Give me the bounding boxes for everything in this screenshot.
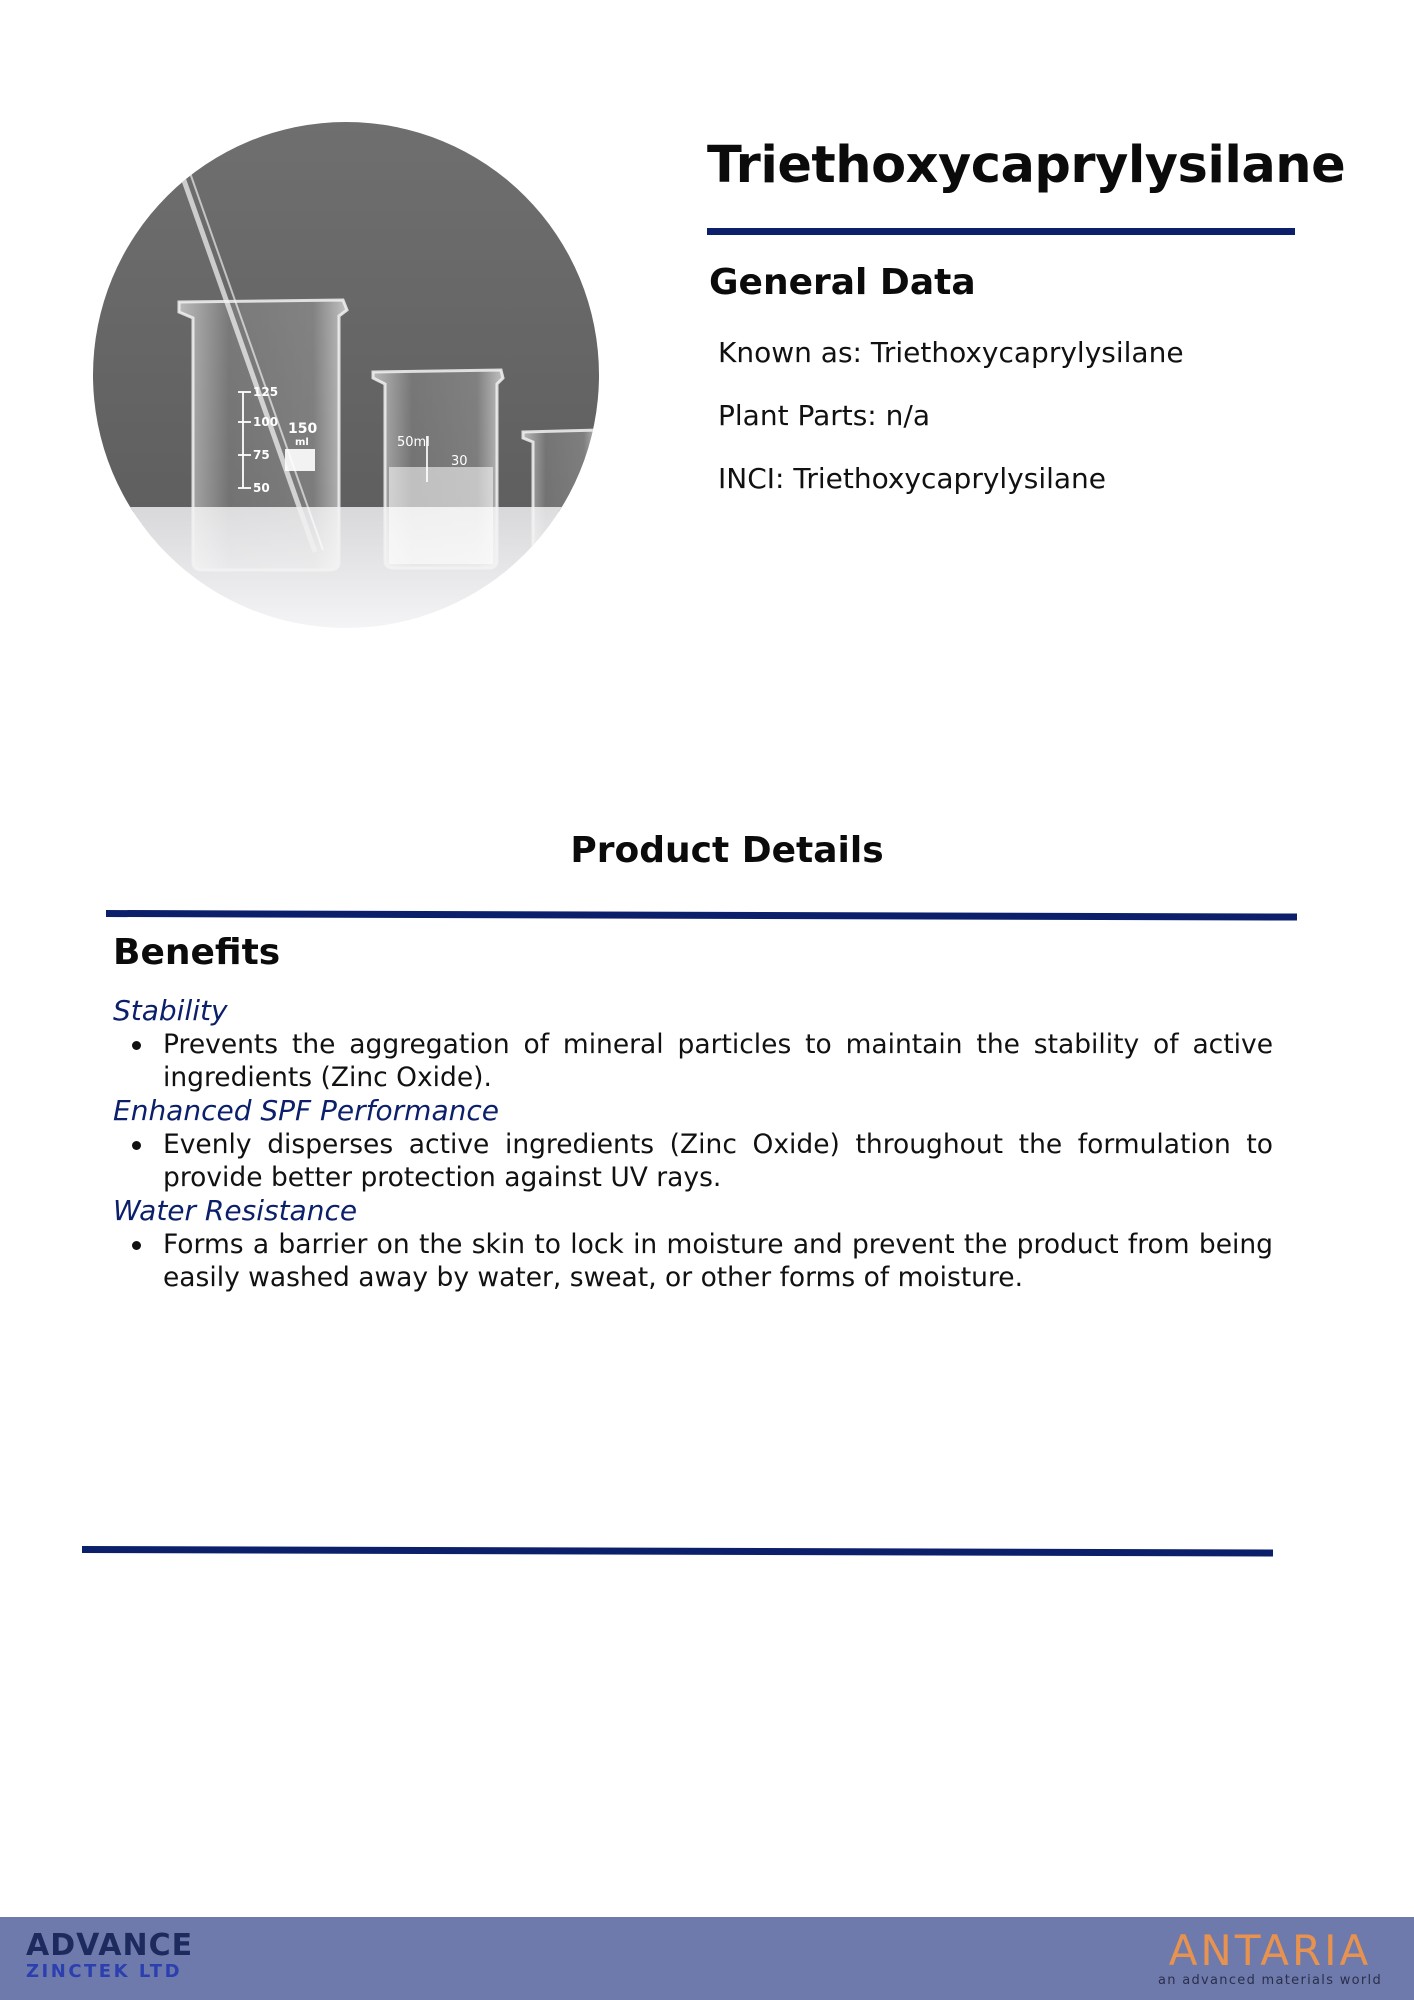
beakers-illustration — [93, 122, 599, 628]
bottom-divider — [82, 1546, 1273, 1557]
benefit-title-spf: Enhanced SPF Performance — [113, 1094, 499, 1127]
benefits-list — [113, 994, 1273, 1294]
product-photo — [93, 122, 599, 628]
advance-zinctek-logo — [26, 1930, 206, 1990]
antaria-logo-tagline: an advanced materials world — [1157, 1973, 1383, 1988]
benefit-title-water-resistance: Water Resistance — [113, 1194, 358, 1227]
svg-text:75: 75 — [253, 448, 270, 462]
general-data-heading: General Data — [709, 262, 976, 303]
svg-text:125: 125 — [253, 385, 279, 399]
product-title: Triethoxycaprylysilane — [707, 136, 1346, 195]
svg-text:150: 150 — [288, 421, 318, 437]
footer-band — [0, 1917, 1414, 2000]
svg-text:50: 50 — [253, 481, 270, 495]
general-data-known-as: Known as: Triethoxycaprylysilane — [718, 336, 1184, 369]
benefit-text-spf: Evenly disperses active ingredients (Zinc Oxide) throughout the formulation to provide better protection against UV rays. — [163, 1129, 1273, 1193]
antaria-logo — [1146, 1928, 1394, 1994]
antaria-logo-wordmark: ANTARIA — [1168, 1926, 1372, 1975]
benefit-bullets — [113, 1228, 1273, 1294]
benefit-bullets — [113, 1028, 1273, 1094]
svg-text:ml: ml — [295, 437, 309, 448]
general-data-plant-parts: Plant Parts: n/a — [718, 399, 930, 432]
general-data-inci: INCI: Triethoxycaprylysilane — [718, 462, 1107, 495]
product-details-heading: Product Details — [570, 830, 884, 871]
benefits-heading: Benefits — [113, 932, 281, 973]
benefit-title-stability: Stability — [113, 994, 228, 1027]
zinctek-logo-subline: ZINCTEK LTD — [26, 1961, 183, 1982]
title-underline — [707, 228, 1295, 235]
svg-text:100: 100 — [253, 415, 279, 429]
svg-text:30: 30 — [451, 454, 468, 469]
product-details-divider — [106, 910, 1297, 921]
benefit-bullets — [113, 1128, 1273, 1194]
benefit-text-stability: Prevents the aggregation of mineral particles to maintain the stability of active ingredients (Zinc Oxide). — [163, 1029, 1273, 1093]
svg-text:50ml: 50ml — [397, 435, 430, 450]
benefit-text-water-resistance: Forms a barrier on the skin to lock in moisture and prevent the product from being easily washed away by water, sweat, or other forms of moisture. — [163, 1229, 1273, 1293]
advance-logo-wordmark: ADVANCE — [26, 1928, 194, 1963]
